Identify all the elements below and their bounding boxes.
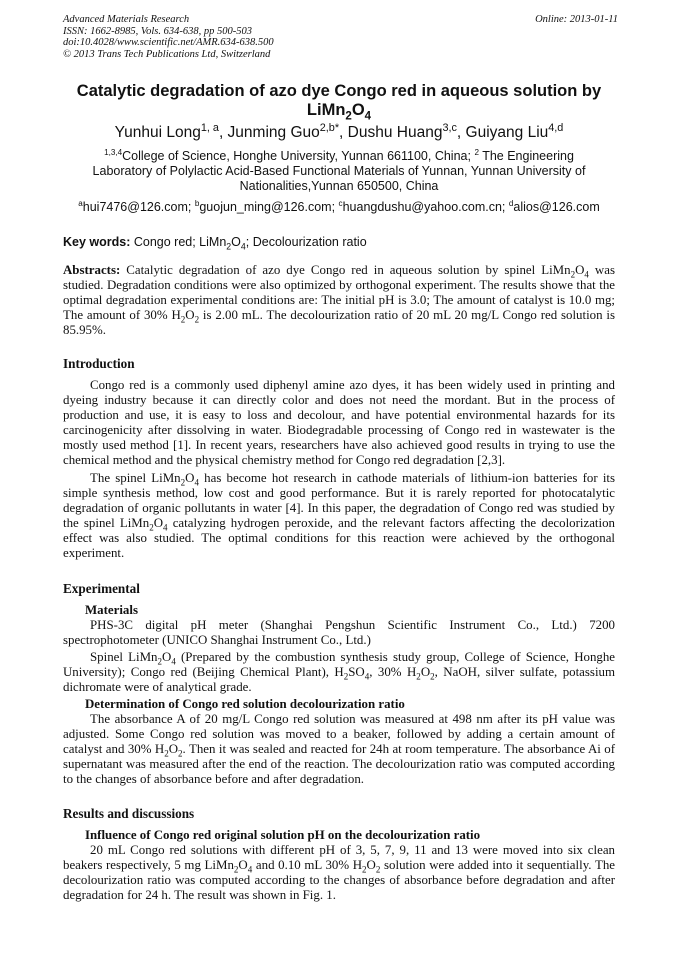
ph-influence-heading: Influence of Congo red original solution pH on the decolourization ratio [85, 828, 481, 842]
determination-heading: Determination of Congo red solution decolourization ratio [85, 697, 405, 711]
email-link[interactable]: alios@126.com [513, 200, 600, 214]
journal-name: Advanced Materials Research [63, 14, 190, 25]
abstract: Abstracts: Catalytic degradation of azo dye Congo red in aqueous solution by spinel $LiMn_2O_4$ was studied. Degradation conditions were also optimized by orthogonal experiment. The results showe that the optimal degradation experimental conditions are: The initial pH is 3.0; The amount of catalyst is 10.0 mg; The amount of 30% $H_2O_2$ is 2.00 mL. The decolourization ratio of 20 mL 20 mg/L Congo red solution is 85.95%. [63, 263, 615, 338]
keywords: Key words: Congo red; $LiMn_2O_4$; Decolourization ratio [63, 235, 367, 252]
materials-paragraph-2: Spinel $LiMn_2O_4$ (Prepared by the combustion synthesis study group, College of Science, Honghe University); Congo red (Beijing Chemical Plant), $H_2SO_4$, 30% $H_2O_2$, NaOH, silver sulfate, potassium dichromate were of analytical grade. [63, 650, 616, 695]
online-date: Online: 2013-01-11 [535, 14, 618, 25]
introduction-paragraph-1: Congo red is a commonly used diphenyl amine azo dyes, it has been widely used in printing and dyeing industry because it can directly color and does not need the mordant. But in the process of production and use, it is easy to loss and decolour, and have potential environmental hazards for its carcinogenicity after dissolving in water. Biodegradable processing of Congo red in wastewater is the mostly used method [1]. In recent years, researchers have also achieved good results in trying to use the chemical method and the physical chemistry method for Congo red degradation [2,3]. [63, 378, 615, 468]
author-list: Yunhui Long$^{1, a}$, Junming Guo$^{2,b*}$, Dushu Huang$^{3,c}$, Guiyang Liu$^{4,d}$ [114, 121, 564, 141]
title-line-2: $LiMn_2O_4$ [306, 101, 372, 123]
keywords-label: Key words: [63, 235, 131, 249]
results-heading: Results and discussions [63, 806, 195, 821]
introduction-paragraph-2: The spinel $LiMn_2O_4$ has become hot research in cathode materials of lithium-ion batteries for its simple synthesis method, low cost and good performance. But it is rarely reported for photocatalytic degradation of organic pollutants in water [4]. In this paper, the degradation of Congo red was studied by the spinel $LiMn_2O_4$ catalyzing hydrogen peroxide, and the relevant factors affecting the decolorization effect was also studied. The optimal conditions for this reaction were achieved by the orthogonal experiment. [63, 471, 615, 561]
email-link[interactable]: guojun_ming@126.com; [199, 200, 339, 214]
materials-heading: Materials [85, 603, 138, 617]
issn-line: ISSN: 1662-8985, Vols. 634-638, pp 500-503 [63, 25, 252, 37]
email-link[interactable]: huangdushu@yahoo.com.cn; [342, 200, 509, 214]
title-line-1: Catalytic degradation of azo dye Congo red in aqueous solution by [76, 82, 602, 100]
email-link[interactable]: hui7476@126.com; [82, 200, 195, 214]
journal-header [63, 14, 618, 60]
affiliations: $^{1,3,4}$College of Science, Honghe University, Yunnan 661100, China; $^2$ The Engineering Laboratory of Polylactic Acid-Based Functional Materials of Yunnan, Yunnan University of Nationalities,Yunnan 650500, China [92, 147, 586, 193]
introduction-heading: Introduction [63, 356, 135, 371]
results-paragraph: 20 mL Congo red solutions with different pH of 3, 5, 7, 9, 11 and 13 were moved into six clean beakers respectively, 5 mg $LiMn_2O_4$ and 0.10 mL 30% $H_2O_2$ solution were added into it sequentially. The decolourization ratio was computed according to the changes of absorbance before degradation and after degradation for 24 h. The result was shown in Fig. 1. [63, 843, 615, 903]
determination-paragraph: The absorbance A of 20 mg/L Congo red solution was measured at 498 nm after its pH value was adjusted. Some Congo red solution was moved to a beaker, followed by adding a certain amount of catalyst and 30% $H_2O_2$. Then it was sealed and reacted for 24h at room temperature. The absorbance Ai of supernatant was measured after the end of the reaction. The decolourization ratio was computed according to the changes of absorbance before and after degradation. [63, 712, 615, 787]
doi-line: doi:10.4028/www.scientific.net/AMR.634-638.500 [63, 37, 274, 48]
copyright-line: © 2013 Trans Tech Publications Ltd, Switzerland [63, 48, 271, 60]
experimental-heading: Experimental [63, 581, 140, 596]
author-emails: $^a$hui7476@126.com; $^b$guojun_ming@126.com; $^c$huangdushu@yahoo.com.cn; $^d$alios@126.com [78, 198, 600, 214]
materials-paragraph-1: PHS-3C digital pH meter (Shanghai Pengshun Scientific Instrument Co., Ltd.) 7200 spectrophotometer (UNICO Shanghai Instrument Co., Ltd.) [63, 618, 615, 648]
abstract-label: Abstracts: [63, 263, 121, 277]
paper-title [63, 82, 615, 123]
